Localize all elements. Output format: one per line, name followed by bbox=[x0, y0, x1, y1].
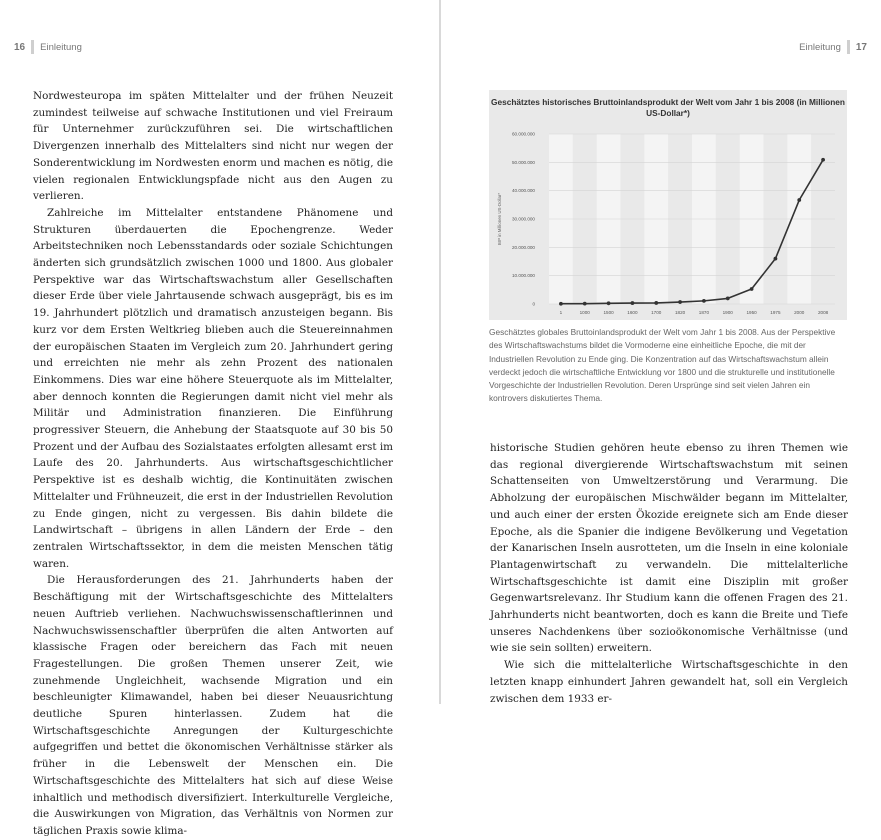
paragraph: Zahlreiche im Mittelalter entstandene Phänomene und Strukturen überdauerten die Epochengrenze. Weder Arbeitstechniken noch Lebensstandards oder soziale Schichtungen änderten sich grundsätzlich zwischen 1000 und 1800. Aus globaler Perspektive war das Wirtschaftswachstum aller Gesellschaften dieser Erde über viele Jahrtausende schwach ausgeprägt, bis es im 19. Jahrhundert plötzlich und dramatisch anzusteigen begann. Bis kurz vor dem Ersten Weltkrieg blieben auch die Steuereinnahmen der europäischen Staaten im Vergleich zum 20. Jahrhundert gering und erreichten nie mehr als zehn Prozent des nationalen Einkommens. Dies war eine höhere Steuerquote als im Mittelalter, aber dennoch konnten die Regierungen damit nicht viel mehr als Militär und Administration finanzieren. Die Einführung progressiver Steuern, die Anhebung der Staatsquote auf 30 bis 50 Prozent und der Aufbau des Sozialstaates erfolgten allesamt erst im Laufe des 20. Jahrhunderts. Aus wirtschaftsgeschichtlicher Perspektive ist es deshalb wichtig, die Kontinuitäten zwischen Mittelalter und Frühneuzeit, die erst in der Industriellen Revolution zu Ende gingen, nicht zu vergessen. Bis dahin bildete die Landwirtschaft – übrigens in allen Ländern der Erde – den zentralen Wirtschaftssektor, in dem die meisten Menschen tätig waren. bbox=[33, 206, 393, 570]
chart-canvas bbox=[489, 90, 847, 320]
data-point bbox=[797, 198, 801, 202]
x-tick-label: 1870 bbox=[698, 310, 710, 315]
x-tick-label: 1820 bbox=[674, 310, 686, 315]
gdp-chart bbox=[489, 90, 847, 320]
body-text-left bbox=[33, 88, 393, 840]
left-page bbox=[0, 0, 440, 837]
page-number: 16 bbox=[14, 41, 26, 53]
data-point bbox=[726, 297, 730, 301]
y-tick-label: 20.000.000 bbox=[512, 244, 535, 250]
x-tick-label: 1975 bbox=[770, 310, 781, 315]
data-point bbox=[654, 301, 658, 305]
data-point bbox=[750, 287, 754, 291]
data-point bbox=[774, 257, 778, 261]
data-point bbox=[559, 302, 563, 306]
x-tick-label: 1950 bbox=[746, 310, 757, 315]
x-tick-label: 1900 bbox=[722, 310, 733, 315]
data-point bbox=[821, 158, 825, 162]
x-tick-label: 1500 bbox=[603, 310, 614, 315]
x-tick-label: 2008 bbox=[817, 310, 829, 315]
paragraph: historische Studien gehören heute ebenso zu ihren Themen wie das regional divergierende Wirtschaftswachstum mit seinen Schattenseiten von Umweltzerstörung und Verarmung. Die Abholzung der europäischen Mischwälder begann im Mittelalter, und auch einer der ersten Ökozide ereignete sich am Ende dieser Epoche, als die Spanier die indigene Bevölkerung und Vegetation der Kanarischen Inseln ausrotteten, um die Inseln in eine koloniale Plantagenwirtschaft zu verwandeln. Die mittelalterliche Wirtschaftsgeschichte ist damit eine Disziplin mit großer Gegenwartsrelevanz. Ihr Studium kann die offenen Fragen des 21. Jahrhunderts nicht beantworten, doch es kann die Breite und Tiefe unseres Nachdenkens über sozioökonomische Verhältnisse (und wie sie sein sollten) erweitern. bbox=[490, 442, 848, 655]
paragraph: Die Herausforderungen des 21. Jahrhunderts haben der Beschäftigung mit der Wirtschaftsgeschichte des Mittelalters neuen Auftrieb verliehen. Nachwuchswissenschaftlerinnen und Nachwuchswissenschaftler überprüfen die alten Antworten auf klassische Fragen oder bereichern das Fach mit neuen Fragestellungen. Die großen Themen unserer Zeit, wie zunehmende Ungleichheit, wachsende Migration und ein beschleunigter Klimawandel, haben bei dieser Neuausrichtung deutliche Spuren hinterlassen. Zudem hat die Wirtschaftsgeschichte Anregungen der Kulturgeschichte aufgegriffen und bettet die ökonomischen Verhältnisse stärker als früher in die Lebenswelt der Menschen ein. Die Wirtschaftsgeschichte des Mittelalters hat sich auf diese Weise inhaltlich und methodisch diversifiziert. Interkulturelle Vergleiche, die Auswirkungen von Migration, das Verhältnis von Normen zur täglichen Praxis sowie klima- bbox=[33, 574, 393, 837]
x-tick-label: 2000 bbox=[794, 310, 805, 315]
y-tick-label: 0 bbox=[532, 301, 535, 307]
page-number: 17 bbox=[855, 41, 867, 53]
y-tick-label: 40.000.000 bbox=[512, 188, 535, 194]
data-point bbox=[702, 299, 706, 303]
y-tick-label: 50.000.000 bbox=[512, 159, 535, 165]
chart-title: Geschätztes historisches Bruttoinlandsprodukt der Welt vom Jahr 1 bis 2008 (in Millionen US-Dollar*) bbox=[491, 97, 845, 118]
y-axis-label: BIP in Millionen US-Dollar* bbox=[497, 192, 502, 246]
data-point bbox=[678, 300, 682, 304]
paragraph: Nordwesteuropa im späten Mittelalter und der frühen Neuzeit zumindest teilweise auf schwache Institutionen und viel Freiraum für Unternehmer zurückzuführen sei. Die wirtschaftlichen Divergenzen innerhalb des Mittelalters sind nicht nur wegen der Sonderentwicklung im Nordwesten enorm und machen es nötig, die vielen regionalen Entwicklungspfade nicht aus den Augen zu verlieren. bbox=[33, 90, 393, 203]
running-head-title: Einleitung bbox=[40, 41, 82, 53]
y-tick-label: 30.000.000 bbox=[512, 216, 535, 222]
running-head-left bbox=[14, 40, 82, 54]
x-tick-label: 1700 bbox=[651, 310, 662, 315]
y-tick-label: 60.000.000 bbox=[512, 131, 535, 137]
running-head-right bbox=[799, 40, 867, 54]
running-head-divider bbox=[31, 40, 34, 54]
x-tick-label: 1600 bbox=[627, 310, 638, 315]
figure-caption: Geschätztes globales Bruttoinlandsprodukt der Welt vom Jahr 1 bis 2008. Aus der Perspektive des Wirtschaftswachstums bildet die Vormoderne eine einheitliche Epoche, die mit der Industriellen Revolution zu Ende ging. Die Konzentration auf das Wirtschaftswachstum allein verdeckt jedoch die wirtschaftliche Entwicklung vor 1800 und die strukturelle und institutionelle Vorgeschichte der Industriellen Revolution. Deren Ursprünge sind seit vielen Jahren ein kontrovers diskutiertes Thema. bbox=[489, 327, 836, 404]
data-point bbox=[607, 301, 611, 305]
y-tick-label: 10.000.000 bbox=[512, 273, 535, 279]
x-tick-label: 1000 bbox=[579, 310, 590, 315]
data-point bbox=[583, 302, 587, 306]
data-point bbox=[631, 301, 635, 305]
running-head-divider bbox=[847, 40, 850, 54]
running-head-title: Einleitung bbox=[799, 41, 841, 53]
x-tick-label: 1 bbox=[559, 310, 563, 315]
paragraph: Wie sich die mittelalterliche Wirtschaftsgeschichte in den letzten knapp einhundert Jahren gewandelt hat, soll ein Vergleich zwischen dem 1933 er- bbox=[490, 659, 848, 705]
body-text-right bbox=[490, 440, 848, 707]
